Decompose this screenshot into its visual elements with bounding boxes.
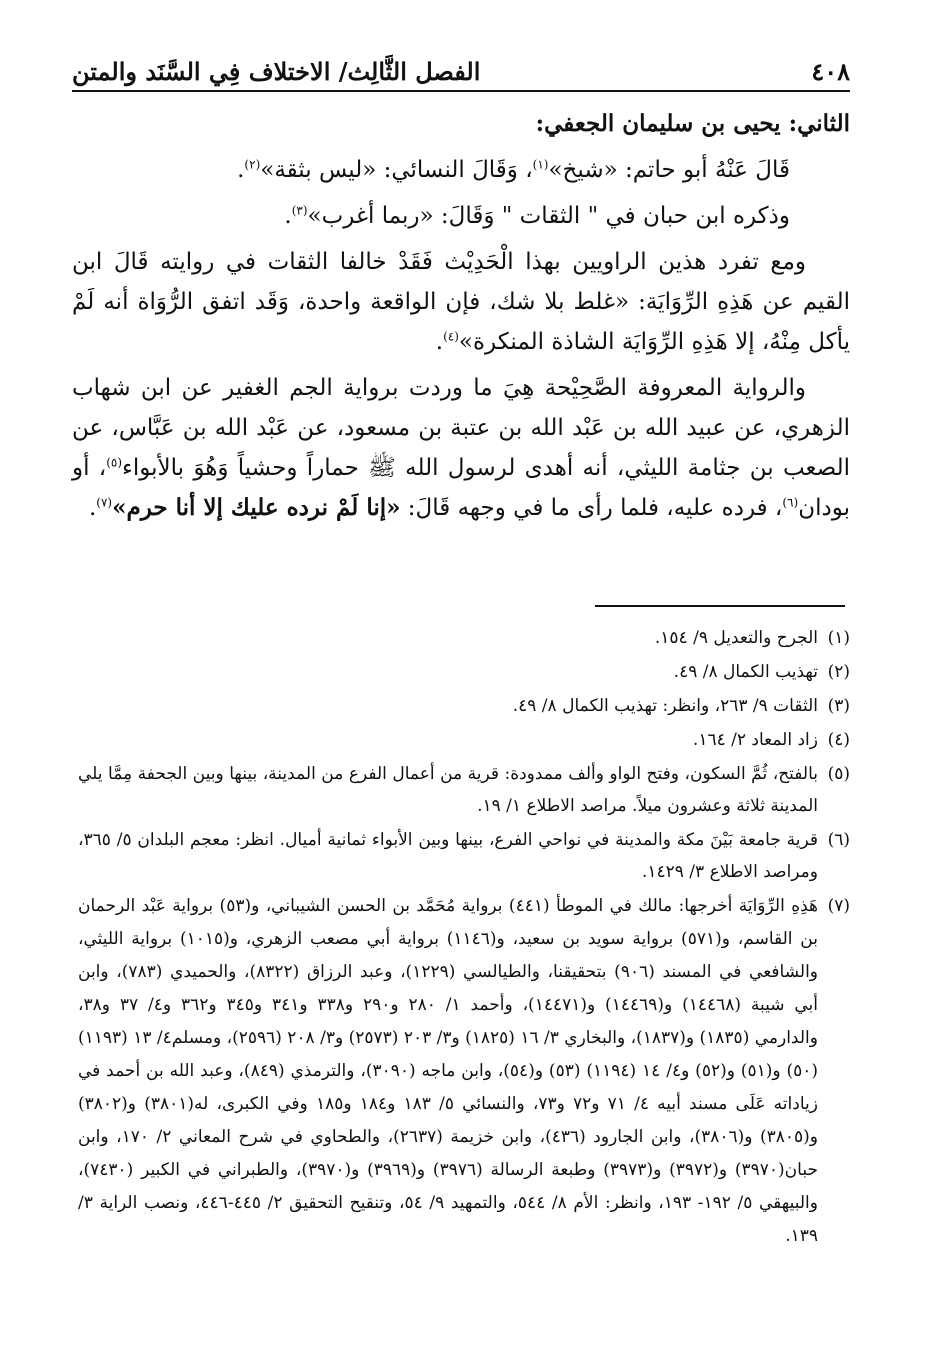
page-number: ٤٠٨ <box>811 57 850 86</box>
hadith-quote: «إنا لَمْ نرده عليك إلا أنا حرم» <box>112 494 401 521</box>
text-run: ، فرده عليه، فلما رأى ما في وجهه قَالَ: <box>400 495 783 521</box>
paragraph-ibn-qayyim <box>72 242 850 362</box>
footnote-item <box>78 758 850 822</box>
footnote-number: (٦) <box>827 830 850 850</box>
footnote-item <box>78 890 850 1253</box>
footnote-item <box>78 724 850 756</box>
footnote-text: بالفتح، ثُمَّ السكون، وفتح الواو وألف ممدودة: قرية من أعمال الفرع من المدينة، بينها وبين الجحفة مِمَّا يلي المدينة ثلاثة وعشرون ميلاً. مراصد الاطلاع ١/ ١٩. <box>78 764 818 816</box>
footnote-text: الثقات ٩/ ٢٦٣، وانظر: تهذيب الكمال ٨/ ٤٩. <box>512 696 818 716</box>
running-title: الفصل الثَّالِث/ الاختلاف فِي السَّنَد والمتن <box>72 57 481 86</box>
footnote-number: (٧) <box>827 896 850 916</box>
footnote-ref[interactable]: (٧) <box>96 495 113 510</box>
footnotes <box>78 622 850 1255</box>
text-run: وذكره ابن حبان في " الثقات " وَقَالَ: «ربما أغرب» <box>307 203 790 229</box>
footnote-ref[interactable]: (٦) <box>782 495 799 510</box>
footnote-text: الجرح والتعديل ٩/ ١٥٤. <box>654 628 818 648</box>
footnote-number: (٢) <box>827 662 850 682</box>
footnote-item <box>78 656 850 688</box>
footnote-ref[interactable]: (٤) <box>443 329 459 344</box>
text-run: ، أو بودان <box>72 455 850 521</box>
footnote-text: زاد المعاد ٢/ ١٦٤. <box>692 730 818 750</box>
footnote-number: (١) <box>827 628 850 648</box>
text-run: . <box>237 157 245 183</box>
footnote-number: (٤) <box>827 730 850 750</box>
section-title: الثاني: يحيى بن سليمان الجعفي: <box>535 110 850 137</box>
footnote-number: (٥) <box>827 764 850 784</box>
text-run: . <box>435 329 444 355</box>
paragraph-abu-hatim <box>72 150 850 190</box>
footnote-item <box>78 622 850 654</box>
page-header <box>72 52 850 92</box>
footnote-text: تهذيب الكمال ٨/ ٤٩. <box>673 662 818 682</box>
main-text <box>72 104 850 534</box>
footnote-ref[interactable]: (٥) <box>106 455 123 470</box>
text-run: والرواية المعروفة الصَّحِيْحة هِيَ ما وردت برواية الجم الغفير عن ابن شهاب الزهري، عن عبيد الله بن عَبْد الله بن عتبة بن مسعود، عن عَبْد الله بن عَبَّاس، عن الصعب بن جثامة الليثي، أنه أهدى لرسول الله ﷺ حماراً وحشياً وَهُوَ بالأبواء <box>72 375 850 481</box>
footnote-text: قرية جامعة بَيْنَ مكة والمدينة في نواحي الفرع، بينها وبين الأبواء ثمانية أميال. انظر: معجم البلدان ٥/ ٣٦٥، ومراصد الاطلاع ٣/ ١٤٢٩. <box>78 830 818 882</box>
text-run: ، وَقَالَ النسائي: «ليس بثقة» <box>260 157 533 183</box>
paragraph-ibn-hibban <box>72 196 850 236</box>
text-run: ومع تفرد هذين الراويين بهذا الْحَدِيْث فَقَدْ خالفا الثقات في روايته قَالَ ابن القيم عن هَذِهِ الرِّوَايَة: «غلط بلا شك، فإن الواقعة واحدة، وَقَد اتفق الرُّوَاة أنه لَمْ يأكل مِنْهُ، إلا هَذِهِ الرِّوَايَة الشاذة المنكرة» <box>72 249 850 355</box>
footnote-divider <box>595 605 845 607</box>
footnote-item <box>78 824 850 888</box>
footnote-ref[interactable]: (١) <box>532 157 549 172</box>
footnote-text: هَذِهِ الرِّوَايَة أخرجها: مالك في الموطأ (٤٤١) برواية مُحَمَّد بن الحسن الشيباني، و(٥٣) برواية عَبْد الرحمان بن القاسم، و(٥٧١) برواية سويد بن سعيد، و(١١٤٦) برواية أبي مصعب الزهري، و(١٠١٥) برواية الليثي، والشافعي في المسند (٩٠٦) بتحقيقنا، والطيالسي (١٢٢٩)، وعبد الرزاق (٨٣٢٢)، والحميدي (٧٨٣)، وابن أبي شيبة (١٤٤٦٨) و(١٤٤٦٩) و(١٤٤٧١)، وأحمد ١/ ٢٨٠ و٢٩٠ و٣٣٨ و٣٤١ و٣٤٥ و٣٦٢ و٤/ ٣٧ و٣٨، والدارمي (١٨٣٥) و(١٨٣٧)، والبخاري ٣/ ١٦ (١٨٢٥) و٣/ ٢٠٣ (٢٥٧٣) و٣/ ٢٠٨ (٢٥٩٦)، ومسلم٤/ ١٣ (١١٩٣) (٥٠) و(٥١) و(٥٢) و٤/ ١٤ (١١٩٤) (٥٣) و(٥٤)، وابن ماجه (٣٠٩٠)، والترمذي (٨٤٩)، وعبد الله بن أحمد في زياداته عَلَى مسند أبيه ٤/ ٧١ و٧٢ و٧٣، والنسائي ٥/ ١٨٣ و١٨٤ و١٨٥ وفي الكبرى، له(٣٨٠١) و(٣٨٠٢) و(٣٨٠٥) و(٣٨٠٦)، وابن الجارود (٤٣٦)، وابن خزيمة (٢٦٣٧)، والطحاوي في شرح المعاني ٢/ ١٧٠، وابن حبان(٣٩٧٠) و(٣٩٧٢) و(٣٩٧٣) وطبعة الرسالة (٣٩٧٦) و(٣٩٦٩) و(٣٩٧٠)، والطبراني في الكبير (٧٤٣٠)، والبيهقي ٥/ ١٩٢- ١٩٣، وانظر: الأم ٨/ ٥٤٤، والتمهيد ٩/ ٥٤، وتنقيح التحقيق ٢/ ٤٤٥-٤٤٦، ونصب الراية ٣/ ١٣٩. <box>78 896 819 1246</box>
footnote-ref[interactable]: (٣) <box>291 203 308 218</box>
footnote-ref[interactable]: (٢) <box>244 157 261 172</box>
footnote-item <box>78 690 850 722</box>
paragraph-sahih-narration <box>72 368 850 528</box>
text-run: . <box>88 495 97 521</box>
text-run: . <box>284 203 292 229</box>
footnote-number: (٣) <box>827 696 850 716</box>
text-run: قَالَ عَنْهُ أبو حاتم: «شيخ» <box>548 157 790 183</box>
